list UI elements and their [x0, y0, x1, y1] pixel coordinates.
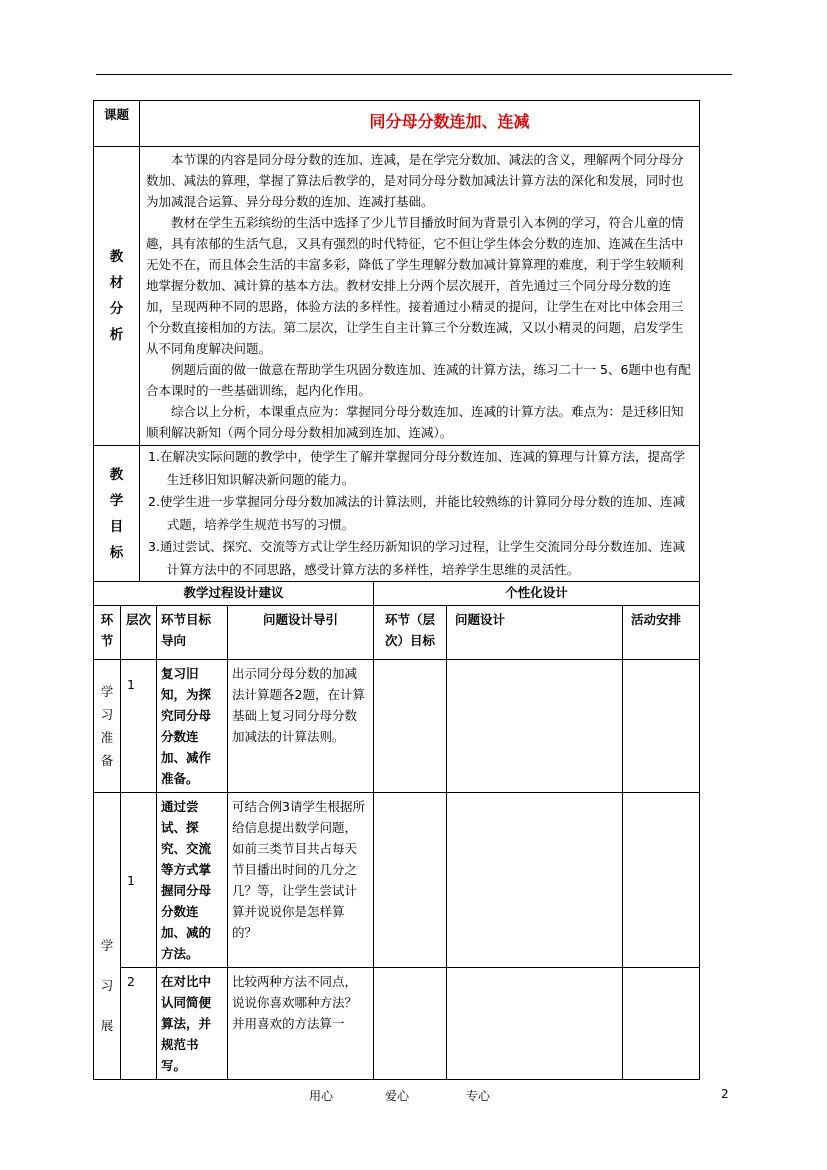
- col-design: 问题设计: [447, 606, 623, 660]
- lesson-plan-table: [93, 100, 699, 1080]
- personalized-header: 个性化设计: [374, 582, 700, 606]
- analysis-paragraph: 例题后面的做一做意在帮助学生巩固分数连加、连减的计算方法，练习二十一 5、6题中也有配合本课时的一些基础训练，起内化作用。: [146, 362, 691, 398]
- goal-cell: 在对比中认同简便算法，并规范书写。: [157, 968, 228, 1080]
- analysis-label: 教 材 分 析: [94, 147, 140, 446]
- col-goal: 环节目标导向: [157, 606, 228, 660]
- col-personal-goal: 环节（层次）目标: [374, 606, 447, 660]
- col-activity: 活动安排: [623, 606, 700, 660]
- guide-cell: 出示同分母分数的加减法计算题各2题，在计算基础上复习同分母分数加减法的计算法则。: [228, 660, 374, 793]
- analysis-text: [140, 147, 700, 446]
- activity-cell: [623, 968, 700, 1080]
- goal-item: 3.通过尝试、探究、交流等方式让学生经历新知识的学习过程，让学生交流同分母分数连加、连减计算方法中的不同思路，感受计算方法的多样性，培养学生思维的灵活性。: [148, 539, 685, 577]
- personal-goal-cell: [374, 968, 447, 1080]
- goal-cell: 复习旧知，为探究同分母分数连加、减作准备。: [157, 660, 228, 793]
- design-cell: [447, 793, 623, 968]
- goals-text: [140, 446, 700, 582]
- stage-explore: 学 习 展: [94, 793, 121, 1080]
- goals-label: 教 学 目 标: [94, 446, 140, 582]
- activity-cell: [623, 793, 700, 968]
- level-cell: 1: [121, 660, 157, 793]
- lesson-title: 同分母分数连加、连减: [140, 101, 700, 147]
- footer-left: 用心: [309, 1089, 334, 1103]
- guide-cell: 比较两种方法不同点，说说你喜欢哪种方法？并用喜欢的方法算一: [228, 968, 374, 1080]
- personal-goal-cell: [374, 793, 447, 968]
- stage-prepare: 学 习 准 备: [94, 660, 121, 793]
- header-rule: [96, 74, 732, 75]
- page-number: 2: [721, 1087, 729, 1101]
- process-header: 教学过程设计建议: [94, 582, 374, 606]
- col-guide: 问题设计导引: [228, 606, 374, 660]
- level-cell: 2: [121, 968, 157, 1080]
- guide-cell: 可结合例3请学生根据所给信息提出数学问题，如前三类节目共占每天节目播出时间的几分之几？等，让学生尝试计算并说说你是怎样算的？: [228, 793, 374, 968]
- level-cell: 1: [121, 793, 157, 968]
- footer-mid: 爱心: [385, 1089, 410, 1103]
- activity-cell: [623, 660, 700, 793]
- col-stage: 环节: [94, 606, 121, 660]
- design-cell: [447, 660, 623, 793]
- col-level: 层次: [121, 606, 157, 660]
- topic-label: 课题: [94, 101, 140, 147]
- analysis-paragraph: 综合以上分析，本课重点应为：掌握同分母分数连加、连减的计算方法。难点为：是迁移旧知顺利解决新知（两个同分母分数相加减到连加、连减）。: [146, 404, 684, 440]
- design-cell: [447, 968, 623, 1080]
- personal-goal-cell: [374, 660, 447, 793]
- goal-item: 1.在解决实际问题的教学中，使学生了解并掌握同分母分数连加、连减的算理与计算方法，提高学生迁移旧知识解决新问题的能力。: [148, 449, 685, 487]
- goal-cell: 通过尝试、探究、交流等方式掌握同分母分数连加、减的方法。: [157, 793, 228, 968]
- footer-right: 专心: [466, 1089, 491, 1103]
- goal-item: 2.使学生进一步掌握同分母分数加减法的计算法则，并能比较熟练的计算同分母分数的连加、连减式题，培养学生规范书写的习惯。: [148, 494, 685, 532]
- analysis-paragraph: 教材在学生五彩缤纷的生活中选择了少儿节目播放时间为背景引入本例的学习，符合儿童的情趣，具有浓郁的生活气息，又具有强烈的时代特征，它不但让学生体会分数的连加、连减在生活中无处不在，而且体会生活的丰富多彩，降低了学生理解分数加减计算算理的难度，利于学生较顺利地掌握分数加、减计算的基本方法。教材安排上分两个层次展开，首先通过三个同分母分数的连加，呈现两种不同的思路，体验方法的多样性。接着通过小精灵的提问，让学生在对比中体会用三个分数直接相加的方法。第二层次，让学生自主计算三个分数连减，又以小精灵的问题，启发学生从不同角度解决问题。: [146, 215, 684, 356]
- analysis-paragraph: 本节课的内容是同分母分数的连加、连减，是在学完分数加、减法的含义，理解两个同分母分数加、减法的算理，掌握了算法后教学的，是对同分母分数加减法计算方法的深化和发展，同时也为加减混合运算、异分母分数的连加、连减打基础。: [146, 152, 684, 209]
